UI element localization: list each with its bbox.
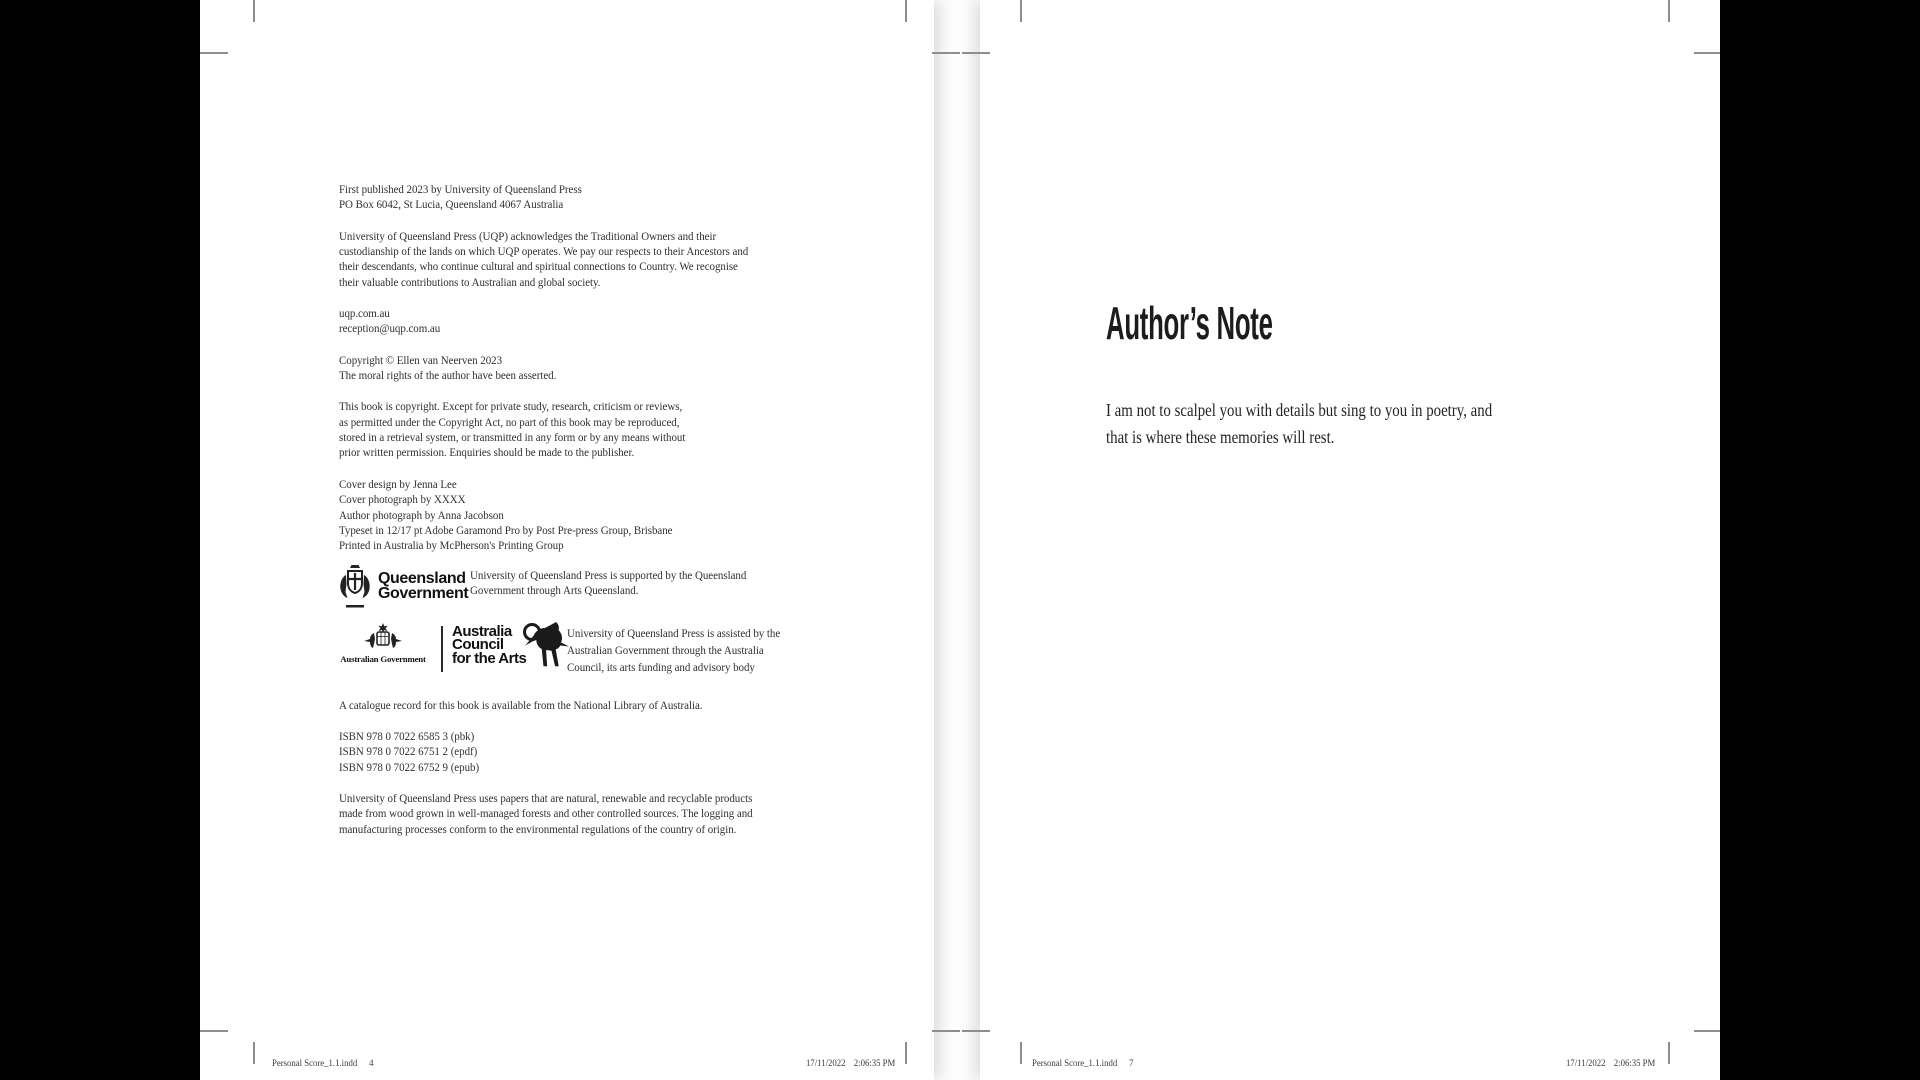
slug-right-datetime: 17/11/2022 2:06:35 PM: [1566, 1059, 1656, 1069]
acknowledgement-paragraph: [339, 229, 819, 290]
isbn-line: ISBN 978 0 7022 6585 3 (pbk): [339, 728, 475, 743]
imprint-line: Cover design by Jenna Lee: [339, 476, 457, 491]
crop-mark: [932, 1030, 960, 1032]
crop-mark: [905, 1042, 907, 1064]
contact-paragraph: [339, 306, 819, 337]
slug-page-number: 4: [369, 1059, 374, 1069]
publisher-paragraph: [339, 182, 819, 213]
imprint-line: University of Queensland Press (UQP) acknowledges the Traditional Owners and their: [339, 228, 717, 243]
isbn-paragraph: [339, 729, 819, 775]
letterbox-left: [0, 0, 200, 1080]
imprint-line: Printed in Australia by McPherson's Printing Group: [339, 538, 564, 553]
imprint-line: stored in a retrieval system, or transmitted in any form or by any means without: [339, 430, 686, 445]
imprint-line: manufacturing processes conform to the environmental regulations of the country of origin.: [339, 821, 737, 836]
imprint-line: their valuable contributions to Australian and global society.: [339, 274, 601, 289]
queensland-government-logo: [338, 565, 372, 609]
slug-left-datetime: 17/11/2022 2:06:35 PM: [806, 1059, 896, 1069]
imprint-line: The moral rights of the author have been asserted.: [339, 368, 557, 383]
catalogue-paragraph: [339, 698, 819, 713]
imprint-line: First published 2023 by University of Queensland Press: [339, 182, 582, 196]
australia-council-caption: University of Queensland Press is assisted by the Australian Government through the Australia Council, its arts funding and advisory body: [567, 625, 781, 675]
imprint-line: made from wood grown in well-managed forests and other controlled sources. The logging and: [339, 806, 753, 821]
australia-council-support-row: [339, 622, 819, 684]
imprint-line: prior written permission. Enquiries should be made to the publisher.: [339, 445, 635, 460]
crop-mark: [1668, 0, 1670, 22]
slug-page-number: 7: [1129, 1059, 1134, 1069]
australian-government-crest: [358, 623, 408, 650]
letterbox-right: [1720, 0, 1920, 1080]
copyright-paragraph: [339, 353, 819, 384]
crop-mark: [1020, 1042, 1022, 1064]
crop-mark: [905, 0, 907, 22]
email-text: reception@uqp.com.au: [339, 321, 441, 336]
crop-mark: [253, 0, 255, 22]
isbn-line: ISBN 978 0 7022 6752 9 (epub): [339, 759, 480, 774]
page-sheet-right: [980, 0, 1720, 1080]
australian-government-block: [335, 623, 431, 664]
crop-mark: [200, 1030, 228, 1032]
imprint-line: This book is copyright. Except for private study, research, criticism or reviews,: [339, 399, 683, 414]
authors-note-body: [1106, 397, 1560, 451]
credits-paragraph: [339, 477, 819, 554]
crop-mark: [932, 52, 960, 54]
slug-left-filename: Personal Score_1.1.indd 4: [272, 1059, 374, 1069]
page-title: Author’s Note: [1106, 297, 1273, 349]
crop-mark: [1694, 1030, 1720, 1032]
queensland-government-support-row: [339, 564, 819, 614]
imprint-line: PO Box 6042, St Lucia, Queensland 4067 Australia: [339, 197, 564, 212]
australia-council-wordmark: Australia Council for the Arts: [452, 622, 527, 668]
body-line: I am not to scalpel you with details but sing to you in poetry, and: [1106, 400, 1493, 420]
imprint-line: Cover photograph by XXXX: [339, 492, 466, 507]
imprint-block: [339, 182, 819, 853]
paper-statement-paragraph: [339, 791, 819, 837]
imprint-line: University of Queensland Press uses papers that are natural, renewable and recyclable products: [339, 790, 753, 805]
rights-paragraph: [339, 399, 819, 460]
imprint-line: as permitted under the Copyright Act, no part of this book may be reproduced,: [339, 414, 680, 429]
crop-mark: [962, 52, 990, 54]
crop-mark: [1020, 0, 1022, 22]
crop-mark: [1694, 52, 1720, 54]
imprint-line: Copyright © Ellen van Neerven 2023: [339, 352, 503, 367]
australian-government-label: Australian Government: [340, 653, 426, 664]
imprint-line: custodianship of the lands on which UQP operates. We pay our respects to their Ancestors and: [339, 244, 749, 259]
crop-mark: [253, 1042, 255, 1064]
crop-mark: [962, 1030, 990, 1032]
divider: [441, 626, 443, 672]
imprint-line: A catalogue record for this book is available from the National Library of Australia.: [339, 697, 703, 712]
imprint-line: Typeset in 12/17 pt Adobe Garamond Pro by Post Pre-press Group, Brisbane: [339, 522, 673, 537]
body-line: that is where these memories will rest.: [1106, 427, 1335, 447]
imprint-line: their descendants, who continue cultural and spiritual connections to Country. We recognise: [339, 259, 738, 274]
slug-right-filename: Personal Score_1.1.indd 7: [1032, 1059, 1134, 1069]
website-text: uqp.com.au: [339, 306, 390, 321]
imprint-line: Author photograph by Anna Jacobson: [339, 507, 504, 522]
isbn-line: ISBN 978 0 7022 6751 2 (epdf): [339, 744, 478, 759]
crop-mark: [200, 52, 228, 54]
qld-support-caption: University of Queensland Press is supported by the Queensland Government through Arts Queensland.: [470, 567, 747, 597]
queensland-government-wordmark: Queensland Government: [378, 569, 469, 603]
crop-mark: [1668, 1042, 1670, 1064]
